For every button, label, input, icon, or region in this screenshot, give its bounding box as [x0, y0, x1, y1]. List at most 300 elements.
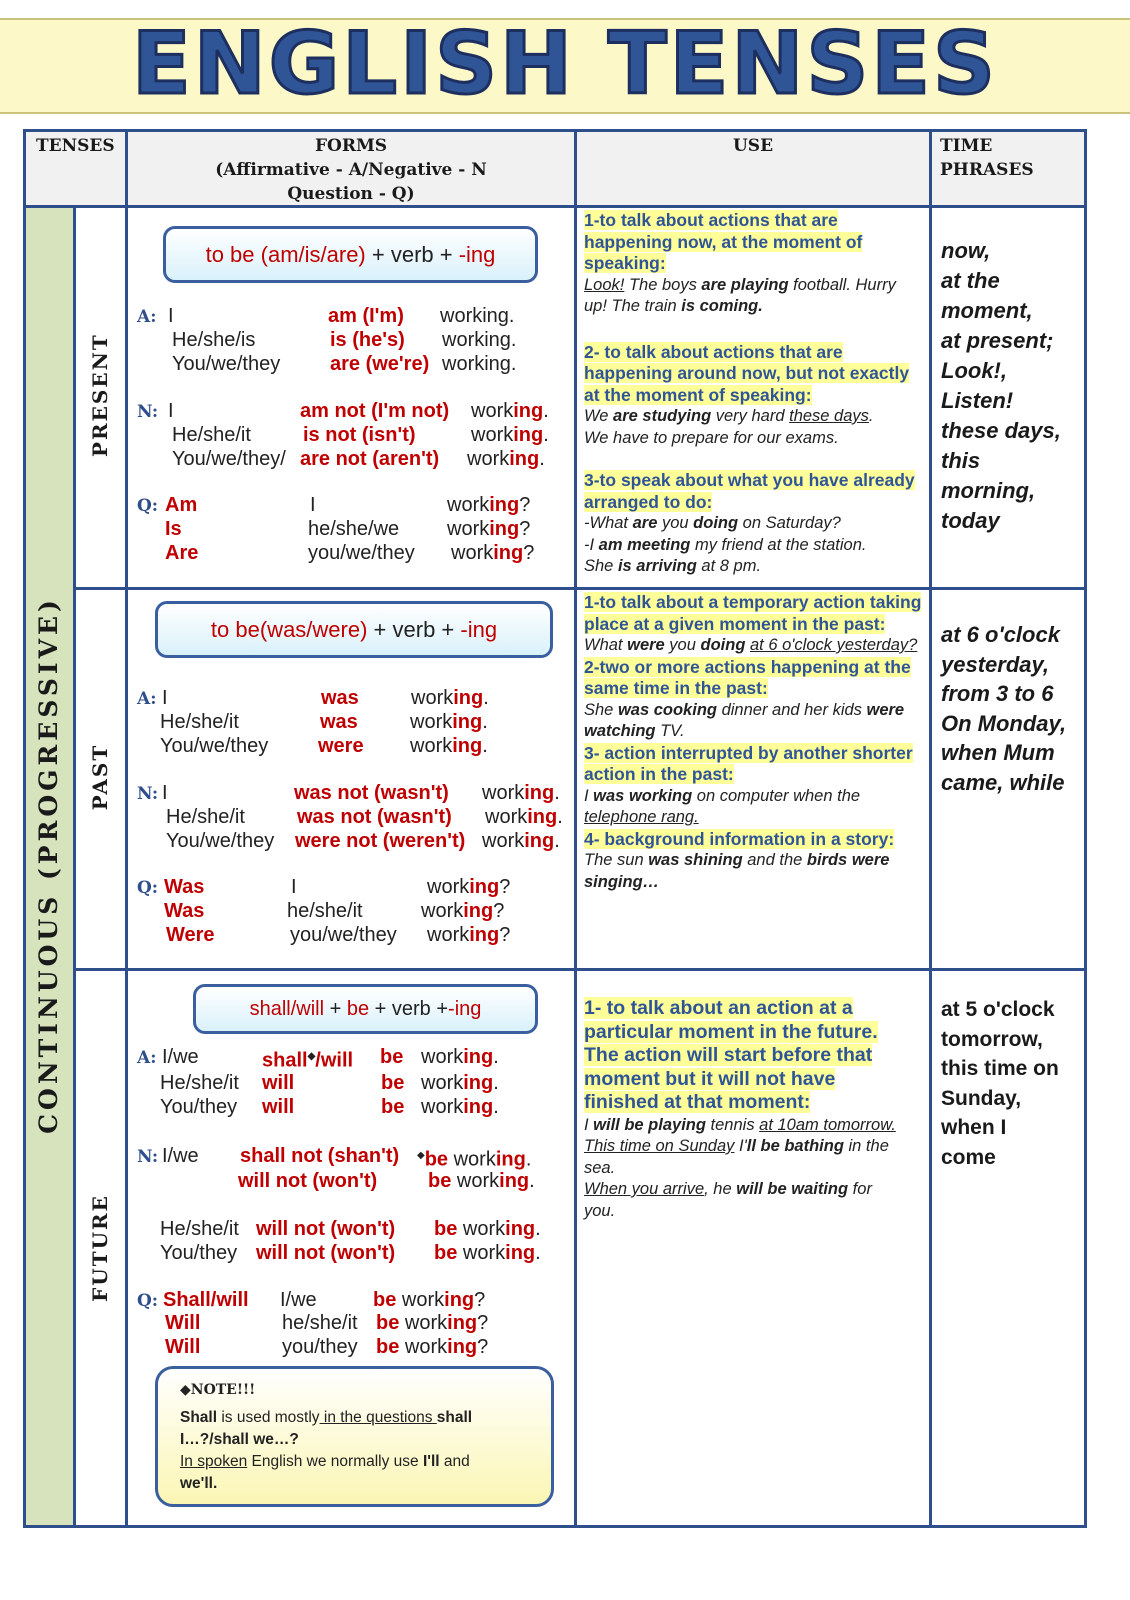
present-use-1-ex-b: The boys — [624, 275, 702, 294]
present-aff-3-rest: working. — [442, 353, 517, 375]
past-neg-3-end: . — [554, 830, 560, 852]
future-neg-1-subj: I/we — [162, 1145, 199, 1167]
future-q-2-rest — [376, 1311, 488, 1335]
future-formula-part3: be — [346, 998, 370, 1020]
future-q-1-rest — [373, 1288, 485, 1312]
future-use-ex-3c: will be waiting — [736, 1180, 849, 1198]
present-neg-1-rest — [471, 399, 549, 423]
present-use-2-ex-e: . — [868, 407, 874, 425]
present-q-1-aux: Am — [165, 494, 198, 516]
future-neg-1-ing: ing — [495, 1148, 526, 1171]
future-aff-3-subj: You/they — [160, 1096, 238, 1118]
future-use-1 — [584, 997, 904, 1115]
future-neg-1-end: . — [525, 1148, 532, 1171]
past-use-2 — [584, 657, 922, 700]
present-phrase: moment, — [941, 298, 1033, 323]
future-phrase: at 5 o'clock — [941, 998, 1055, 1021]
future-aff-1-rest — [421, 1045, 499, 1069]
note-title: ◆NOTE!!! — [180, 1382, 256, 1398]
past-aff-1-end: . — [483, 687, 489, 709]
past-use-4-ex-b: was shining — [648, 851, 743, 869]
future-neg-3-end: . — [535, 1218, 541, 1240]
past-neg-2-end: . — [557, 806, 563, 828]
past-q-3-w: work — [427, 924, 470, 946]
future-neg-4-rest — [434, 1241, 541, 1265]
past-q-1-ing: ing — [469, 876, 500, 898]
future-neg-3-rest — [434, 1217, 541, 1241]
present-q-2-rest — [447, 517, 530, 541]
past-q-1-end: ? — [499, 876, 511, 898]
future-aff-1-verb — [262, 1045, 353, 1073]
future-aff-1-shall: shall — [262, 1049, 308, 1072]
present-phrase: at present; — [941, 328, 1054, 353]
past-q-1-subj: I — [291, 876, 297, 898]
header-time-line1: TIME — [940, 136, 993, 156]
present-neg-3-verb: are not (aren't) — [300, 448, 440, 470]
present-q-2-aux: Is — [165, 518, 182, 540]
present-use-2-ex-b: are studying — [613, 407, 712, 425]
future-phrase: come — [941, 1145, 996, 1169]
past-use-1-ex-a: What — [584, 636, 628, 654]
past-use-2-ex-b: was cooking — [617, 700, 717, 719]
past-use-4-heading: 4- background information in a story: — [584, 828, 895, 849]
present-use-3-ex-k: at 8 pm. — [696, 557, 762, 575]
future-q-2-end: ? — [477, 1312, 489, 1334]
header-forms — [128, 134, 574, 206]
page-title: ENGLISH TENSES — [132, 14, 998, 114]
note-l3c: I'll — [422, 1453, 440, 1470]
note-l4: we'll. — [180, 1475, 218, 1492]
future-q-3-end: ? — [477, 1336, 489, 1358]
future-use-ex-2c: ll be bathing — [746, 1137, 844, 1155]
future-neg-2-end: . — [529, 1170, 535, 1192]
future-use-ex-2a: This time on Sunday — [584, 1137, 735, 1155]
future-aff-2-verb: will — [262, 1072, 295, 1094]
present-use-1-ex-d: football. Hurry up! The train — [584, 275, 896, 315]
future-q-2-aux: Will — [165, 1312, 201, 1334]
present-use-3-example-3 — [584, 556, 920, 578]
group-label-continuous: CONTINUOUS (PROGRESSIVE) — [34, 596, 63, 1134]
future-use-ex-3a: When you arrive — [584, 1180, 705, 1198]
present-formula-part2: + verb + — [365, 242, 459, 267]
past-neg-2-verb: was not (wasn't) — [297, 806, 452, 828]
past-use-4 — [584, 829, 922, 851]
present-neg-3-w: work — [467, 448, 510, 470]
present-use-1-example — [584, 275, 920, 318]
future-aff-3-rest — [421, 1095, 499, 1119]
future-neg-2-ing: ing — [499, 1170, 530, 1192]
present-phrase: today — [941, 508, 1000, 533]
present-neg-1-verb: am not (I'm not) — [300, 400, 450, 422]
future-aff-3-ing: ing — [463, 1096, 494, 1118]
future-q-1-be: be — [373, 1289, 397, 1311]
past-aff-3-ing: ing — [452, 735, 483, 757]
future-time-phrases — [941, 995, 1059, 1172]
present-use — [584, 210, 920, 578]
diamond-icon: ◆ — [417, 1150, 425, 1161]
past-aff-3-verb: were — [318, 735, 364, 757]
past-aff-3-w: work — [410, 735, 453, 757]
past-neg-1-subj: I — [162, 782, 168, 804]
present-neg-1-w: work — [471, 400, 514, 422]
future-neg-1-be: be — [424, 1148, 449, 1171]
present-neg-2-verb: is not (isn't) — [303, 424, 416, 446]
past-use-3-ex-d: telephone rang. — [584, 808, 699, 826]
past-neg-label: N: — [137, 784, 159, 804]
header-forms-line2: (Affirmative - A/Negative - N — [215, 160, 487, 180]
past-q-2-subj: he/she/it — [287, 900, 363, 922]
past-use-2-ex-a: She — [584, 700, 618, 719]
present-neg-3-rest — [467, 447, 545, 471]
past-neg-2-ing: ing — [527, 806, 558, 828]
past-q-3-end: ? — [499, 924, 511, 946]
future-phrase: tomorrow, — [941, 1027, 1043, 1051]
future-aff-1-end: . — [493, 1046, 499, 1068]
header-forms-line1: FORMS — [314, 136, 388, 156]
present-aff-1-rest: working. — [440, 305, 515, 327]
future-use-ex-1c: tennis — [705, 1115, 760, 1134]
past-neg-1-end: . — [554, 782, 560, 804]
future-neg-4-end: . — [535, 1242, 541, 1264]
past-neg-2-w: work — [485, 806, 528, 828]
present-neg-1-end: . — [543, 400, 549, 422]
future-formula-part2: + — [324, 998, 347, 1020]
past-phrase: when Mum — [941, 740, 1055, 765]
future-use-ex-2b: I' — [734, 1137, 747, 1155]
future-aff-1-w: work — [421, 1046, 464, 1068]
future-neg-1-verb: shall not (shan't) — [240, 1145, 400, 1167]
past-q-2-w: work — [421, 900, 464, 922]
present-q-3-rest — [451, 541, 534, 565]
past-use-2-ex-e: TV. — [655, 722, 685, 740]
header-tenses: TENSES — [36, 136, 115, 156]
note-l1c: in the questions — [319, 1409, 437, 1426]
future-neg-3-be: be — [434, 1218, 458, 1240]
tense-label-future: FUTURE — [88, 1194, 112, 1302]
past-aff-2-verb: was — [320, 711, 358, 733]
present-q-label: Q: — [137, 496, 159, 516]
past-use-4-ex-d: birds were singing… — [584, 851, 890, 891]
col-divider-2 — [125, 129, 128, 1527]
past-use-2-example — [584, 700, 922, 743]
past-q-3-aux: Were — [166, 924, 215, 946]
present-use-3-ex-b: are — [632, 514, 658, 532]
present-q-3-w: work — [451, 542, 494, 564]
present-neg-3-ing: ing — [509, 448, 540, 470]
future-aff-2-rest — [421, 1071, 499, 1095]
tense-label-present: PRESENT — [88, 333, 112, 457]
future-q-label: Q: — [137, 1291, 159, 1311]
past-use-3-ex-b: was working — [593, 786, 693, 805]
note-line-1 — [180, 1407, 540, 1429]
past-neg-1-verb: was not (wasn't) — [294, 782, 449, 804]
tense-label-past: PAST — [88, 743, 112, 811]
past-use-2-heading: 2-two or more actions happening at the same time in the past: — [584, 656, 911, 698]
header-use: USE — [732, 136, 774, 156]
future-neg-2-rest — [428, 1169, 535, 1193]
future-neg-2-verb: will not (won't) — [238, 1170, 378, 1192]
present-use-3-ex-i: She — [584, 557, 618, 575]
future-q-3-w: work — [404, 1336, 448, 1358]
past-use-1-example — [584, 635, 922, 657]
future-use-1-example-2 — [584, 1136, 904, 1179]
past-q-1-w: work — [427, 876, 470, 898]
past-formula-part1: to be(was/were) — [210, 617, 368, 642]
present-q-1-w: work — [447, 494, 490, 516]
past-neg-3-w: work — [482, 830, 525, 852]
present-phrase: morning, — [941, 478, 1036, 503]
past-aff-2-subj: He/she/it — [160, 711, 239, 733]
future-q-3-ing: ing — [447, 1336, 478, 1358]
past-use-3-heading: 3- action interrupted by another shorter action in the past: — [584, 742, 913, 784]
future-formula-part5: -ing — [448, 998, 482, 1020]
present-neg-2-ing: ing — [513, 424, 544, 446]
future-q-3-be: be — [376, 1336, 400, 1358]
past-q-3-ing: ing — [469, 924, 500, 946]
note-l1b: is used mostly — [217, 1409, 320, 1426]
past-formula-box — [155, 601, 553, 658]
present-time-phrases — [941, 236, 1061, 536]
note-l3a: In spoken — [180, 1453, 248, 1470]
present-use-3-ex-f: -I — [584, 535, 599, 554]
present-use-3-example-1 — [584, 513, 920, 535]
past-q-2-rest — [421, 899, 504, 923]
present-phrase: Look!, — [941, 358, 1007, 383]
col-divider-4 — [929, 129, 932, 1527]
present-q-3-end: ? — [523, 542, 535, 564]
present-formula-part3: -ing — [458, 242, 496, 267]
note-text — [180, 1407, 540, 1495]
past-formula-part2: + verb + — [367, 617, 461, 642]
present-q-1-ing: ing — [489, 494, 520, 516]
present-q-2-w: work — [447, 518, 490, 540]
future-use-ex-3d: for you. — [584, 1180, 872, 1220]
past-aff-label: A: — [137, 689, 157, 709]
diamond-icon: ◆ — [307, 1051, 316, 1062]
future-use-ex-1d: at 10am tomorrow. — [759, 1115, 896, 1134]
past-use-3-ex-a: I — [584, 786, 594, 805]
present-q-3-ing: ing — [493, 542, 524, 564]
note-l2: I…?/shall we…? — [180, 1431, 299, 1448]
past-formula-part3: -ing — [460, 617, 498, 642]
past-aff-1-rest — [411, 686, 489, 710]
future-aff-3-be: be — [381, 1096, 405, 1118]
present-formula-part1: to be (am/is/are) — [205, 242, 366, 267]
future-use-1-heading: 1- to talk about an action at a particular moment in the future. The action will start before that moment but it will not have finished at that moment: — [584, 997, 878, 1113]
past-use-1-ex-b: were — [627, 636, 665, 654]
future-q-3-subj: you/they — [282, 1336, 358, 1358]
future-formula-part1: shall/will — [249, 998, 325, 1020]
past-phrase: yesterday, — [941, 651, 1050, 677]
note-box — [155, 1366, 554, 1507]
future-use-ex-2d: in the sea. — [584, 1137, 889, 1177]
past-time-phrases — [941, 620, 1066, 797]
future-aff-2-subj: He/she/it — [160, 1072, 239, 1094]
header-time-phrases — [940, 134, 1034, 182]
future-neg-1-w: work — [453, 1148, 496, 1171]
future-aff-3-end: . — [493, 1096, 499, 1118]
col-divider-3 — [574, 129, 577, 1527]
present-neg-2-subj: He/she/it — [172, 424, 251, 446]
present-q-2-subj: he/she/we — [308, 518, 400, 540]
present-use-3-heading: 3-to speak about what you have already arranged to do: — [584, 470, 915, 512]
future-neg-4-be: be — [434, 1242, 458, 1264]
present-neg-1-subj: I — [168, 400, 174, 422]
present-q-1-rest — [447, 493, 530, 517]
present-q-1-subj: I — [310, 494, 316, 516]
present-neg-1-ing: ing — [513, 400, 544, 422]
future-use-1-example-3 — [584, 1179, 904, 1222]
present-phrase: now, — [941, 238, 991, 263]
past-use-4-example — [584, 850, 922, 893]
present-use-1-ex-a: Look! — [584, 275, 625, 294]
present-use-1-heading: 1-to talk about actions that are happening now, at the moment of speaking: — [584, 210, 863, 273]
future-neg-3-ing: ing — [505, 1218, 536, 1240]
past-aff-3-rest — [410, 734, 488, 758]
present-use-2-ex-c: very hard — [711, 407, 790, 425]
present-q-2-end: ? — [519, 518, 531, 540]
past-q-2-ing: ing — [463, 900, 494, 922]
future-aff-2-w: work — [421, 1072, 464, 1094]
present-aff-3-verb: are (we're) — [330, 353, 430, 375]
present-use-1 — [584, 210, 920, 275]
past-phrase: at 6 o'clock — [941, 622, 1060, 647]
present-use-3-ex-j: is arriving — [617, 557, 697, 575]
future-q-3-rest — [376, 1335, 488, 1359]
present-phrase: this — [941, 448, 981, 473]
future-aff-3-verb: will — [262, 1096, 295, 1118]
past-use-3-ex-c: on computer when the — [692, 786, 861, 805]
future-formula-box — [193, 984, 538, 1034]
past-q-2-aux: Was — [164, 900, 205, 922]
future-formula-part4: + verb + — [369, 998, 449, 1020]
past-q-3-rest — [427, 923, 510, 947]
future-q-1-aux: Shall/will — [163, 1289, 249, 1311]
future-q-2-w: work — [404, 1312, 448, 1334]
present-use-3-ex-e: on Saturday? — [738, 514, 841, 532]
present-use-3-ex-g: am meeting — [598, 535, 691, 554]
future-phrase: when I — [941, 1116, 1007, 1139]
future-neg-2-be: be — [428, 1170, 452, 1192]
present-use-3-example-2 — [584, 535, 920, 557]
future-q-2-ing: ing — [447, 1312, 478, 1334]
present-use-2-ex-d: these days — [789, 407, 869, 425]
present-phrase: at the — [941, 268, 1000, 293]
present-formula-box — [163, 226, 538, 283]
future-aff-2-ing: ing — [463, 1072, 494, 1094]
future-use — [584, 997, 904, 1222]
header-time-line2: PHRASES — [940, 160, 1034, 180]
present-q-2-ing: ing — [489, 518, 520, 540]
future-q-2-be: be — [376, 1312, 400, 1334]
present-use-1-ex-c: are playing — [701, 275, 789, 294]
past-use-1-ex-d: doing — [700, 636, 746, 654]
row-divider-past-future — [74, 968, 1087, 971]
past-q-2-end: ? — [493, 900, 505, 922]
past-neg-1-rest — [482, 781, 560, 805]
present-aff-1-subj: I — [168, 305, 174, 327]
present-use-1-ex-e: is coming. — [681, 297, 763, 315]
present-use-3-ex-h: my friend at the station. — [690, 535, 867, 554]
future-neg-4-verb: will not (won't) — [256, 1242, 396, 1264]
future-aff-2-be: be — [381, 1072, 405, 1094]
present-q-3-aux: Are — [165, 542, 199, 564]
past-q-1-rest — [427, 875, 510, 899]
present-aff-2-rest: working. — [442, 329, 517, 351]
present-use-2-ex-a: We — [584, 407, 614, 425]
past-neg-3-ing: ing — [524, 830, 555, 852]
past-use-1 — [584, 592, 922, 635]
past-neg-3-rest — [482, 829, 560, 853]
row-divider-present-past — [74, 587, 1087, 590]
present-use-3-ex-a: -What — [584, 514, 633, 532]
present-phrase: Listen! — [941, 388, 1014, 413]
past-use-3-example — [584, 786, 922, 829]
past-use-2-ex-d: were watching — [584, 700, 905, 740]
past-use-3 — [584, 743, 922, 786]
past-aff-2-rest — [410, 710, 488, 734]
present-use-3 — [584, 470, 920, 513]
note-line-4 — [180, 1473, 540, 1495]
past-aff-3-end: . — [482, 735, 488, 757]
col-divider-1 — [73, 207, 76, 1527]
past-aff-2-end: . — [482, 711, 488, 733]
note-l3b: English we normally use — [247, 1453, 423, 1470]
present-use-3-ex-d: doing — [693, 514, 739, 532]
past-aff-2-w: work — [410, 711, 453, 733]
present-aff-label: A: — [137, 307, 157, 327]
present-q-3-subj: you/we/they — [308, 542, 415, 564]
future-q-3-aux: Will — [165, 1336, 201, 1358]
past-aff-1-subj: I — [162, 687, 168, 709]
past-neg-2-rest — [485, 805, 563, 829]
future-phrase: Sunday, — [941, 1086, 1022, 1110]
past-phrase: On Monday, — [941, 710, 1067, 736]
future-neg-3-w: work — [462, 1218, 506, 1240]
future-use-ex-3b: , he — [704, 1180, 737, 1198]
past-aff-1-verb: was — [321, 687, 359, 709]
past-phrase: from 3 to 6 — [941, 681, 1054, 706]
present-aff-2-verb: is (he's) — [330, 329, 405, 351]
present-phrase: these days, — [941, 418, 1061, 443]
present-aff-1-verb: am (I'm) — [328, 305, 404, 327]
past-neg-2-subj: He/she/it — [166, 806, 245, 828]
future-neg-1-rest — [417, 1144, 531, 1172]
past-use-1-ex-c: you — [664, 636, 701, 654]
present-use-2-example-2: We have to prepare for our exams. — [584, 428, 839, 447]
future-use-ex-1b: will be playing — [593, 1115, 706, 1134]
past-use-4-ex-c: and the — [742, 851, 807, 869]
past-q-3-subj: you/we/they — [290, 924, 397, 946]
present-neg-label: N: — [137, 402, 159, 422]
present-use-2 — [584, 342, 920, 407]
note-line-2 — [180, 1429, 540, 1451]
past-neg-1-w: work — [482, 782, 525, 804]
future-q-1-ing: ing — [444, 1289, 475, 1311]
note-line-3 — [180, 1451, 540, 1473]
future-aff-1-ing: ing — [463, 1046, 494, 1068]
present-neg-3-end: . — [539, 448, 545, 470]
future-aff-3-w: work — [421, 1096, 464, 1118]
past-neg-3-verb: were not (weren't) — [295, 830, 466, 852]
present-neg-3-subj: You/we/they/ — [172, 448, 286, 470]
present-aff-2-subj: He/she/is — [172, 329, 256, 351]
future-neg-4-ing: ing — [505, 1242, 536, 1264]
future-neg-3-verb: will not (won't) — [256, 1218, 396, 1240]
past-q-label: Q: — [137, 878, 159, 898]
past-aff-2-ing: ing — [452, 711, 483, 733]
future-q-2-subj: he/she/it — [282, 1312, 358, 1334]
